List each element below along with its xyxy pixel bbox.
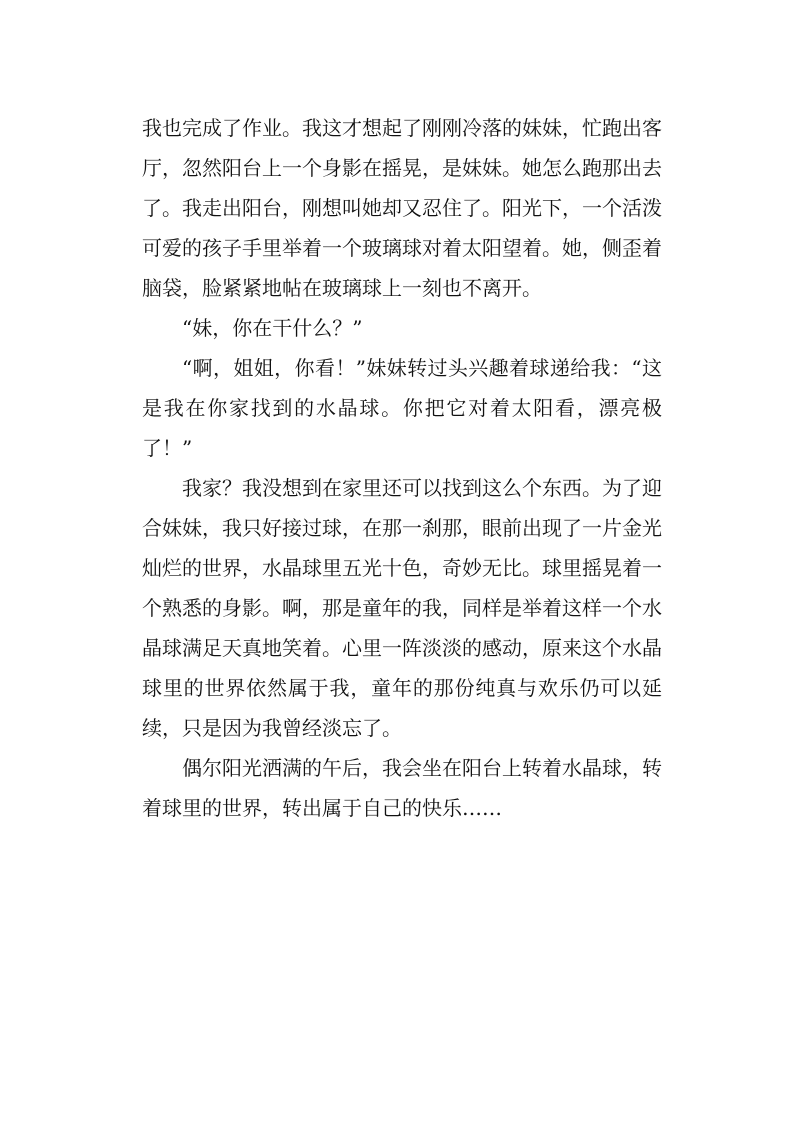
paragraph-closing: 偶尔阳光洒满的午后，我会坐在阳台上转着水晶球，转着球里的世界，转出属于自己的快乐…… [142, 756, 662, 820]
document-body [142, 108, 662, 828]
paragraph-crystal-ball-memory: 我家？我没想到在家里还可以找到这么个东西。为了迎合妹妹，我只好接过球，在那一刹那，眼前出现了一片金光灿烂的世界，水晶球里五光十色，奇妙无比。球里摇晃着一个熟悉的身影。啊，那是童年的我，同样是举着这样一个水晶球满足天真地笑着。心里一阵淡淡的感动，原来这个水晶球里的世界依然属于我，童年的那份纯真与欢乐仍可以延续，只是因为我曾经淡忘了。 [142, 476, 662, 740]
paragraph-continuation: 我也完成了作业。我这才想起了刚刚冷落的妹妹，忙跑出客厅，忽然阳台上一个身影在摇晃，是妹妹。她怎么跑那出去了。我走出阳台，刚想叫她却又忍住了。阳光下，一个活泼可爱的孩子手里举着一个玻璃球对着太阳望着。她，侧歪着脑袋，脸紧紧地帖在玻璃球上一刻也不离开。 [142, 116, 662, 300]
paragraph-dialogue-answer: “啊，姐姐，你看！”妹妹转过头兴趣着球递给我：“这是我在你家找到的水晶球。你把它对着太阳看，漂亮极了！” [142, 356, 662, 460]
paragraph-dialogue-question: “妹，你在干什么？” [182, 316, 363, 340]
